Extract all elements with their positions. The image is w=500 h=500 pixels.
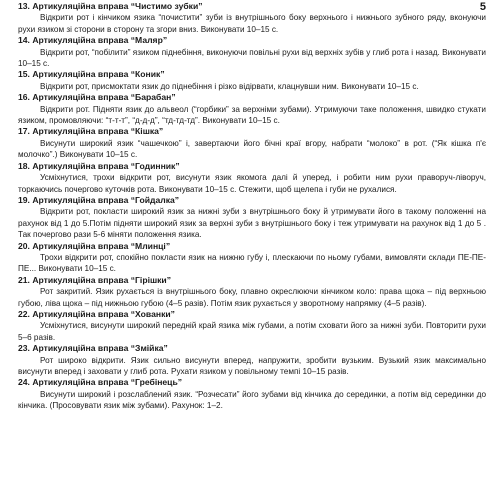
- exercise-23: [18, 343, 486, 377]
- exercise-title: 22. Артикуляційна вправа “Хованки”: [18, 308, 175, 319]
- exercise-text: Відкрити рот, покласти широкий язик за нижні зуби з внутрішнього боку й утримувати його в такому положенні на рахунок від 1 до 5.Потім підняти широкий язик за верхні зуби з внутрішнього боку і теж утримувати на рахунок від 1 до 5 . Так почергово рази 5-6 міняти положення язика.: [18, 207, 486, 240]
- exercise-title: 20. Артикуляційна вправа “Млинці”: [18, 240, 171, 251]
- exercise-text: Рот широко відкрити. Язик сильно висунути вперед, напружити, зробити вузьким. Вузький язик максимально висунути вперед і заховати у глиб рота. Рухати язиком у повільному темпі 10–15 разів.: [18, 355, 486, 376]
- exercise-title: 19. Артикуляційна вправа “Гойдалка”: [18, 194, 180, 205]
- exercise-title: 18. Артикуляційна вправа “Годинник”: [18, 160, 180, 171]
- page-number: 5: [479, 1, 486, 13]
- exercise-list: [18, 1, 486, 412]
- exercise-text: Трохи відкрити рот, спокійно покласти язик на нижню губу і, плескаючи по ньому губами, вимовляти склади ПЕ-ПЕ-ПЕ... Виконувати 10–15 с.: [18, 252, 486, 274]
- exercise-title: 24. Артикуляційна вправа “Гребінець”: [18, 377, 183, 388]
- exercise-20: [18, 241, 486, 275]
- exercise-22: [18, 309, 486, 343]
- exercise-title: 13. Артикуляційна вправа “Чистимо зубки”: [18, 1, 203, 11]
- exercise-text: Відкрити рот. Підняти язик до альвеол (“горбики” за верхніми зубами). Утримуючи таке положення, швидко стукати язиком, промовляючи: “т-т-т”, “д-д-д”, “тд-тд-тд”. Виконувати 10–15 с.: [18, 104, 486, 126]
- exercise-title: 14. Артикуляційна вправа “Маляр”: [18, 35, 168, 46]
- exercise-text: Висунути широкий язик “чашечкою” і, завертаючи його бічні краї вгору, набрати “молоко” в рот. (“Як кішка п'є молочко”.) Виконувати 10–15 с.: [18, 138, 486, 160]
- exercise-text: Усміхнутися, трохи відкрити рот, висунути язик якомога далі й уперед, і робити ним рухи праворуч-ліворуч, торкаючись почергово куточків рота. Виконувати 10–15 с. Стежити, щоб щелепа і губи не рухалися.: [18, 173, 486, 194]
- exercise-text: Висунути широкий і розслаблений язик. “Розчесати” його зубами від кінчика до серединки, а потім від серединки до кінчика. (Просовувати язик між зубами). Рахунок: 1–2.: [18, 389, 486, 411]
- exercise-13: [18, 1, 486, 35]
- exercise-title: 23. Артикуляційна вправа “Змійка”: [18, 343, 168, 354]
- exercise-18: [18, 161, 486, 195]
- exercise-title: 15. Артикуляційна вправа “Коник”: [18, 69, 165, 80]
- exercise-24: [18, 377, 486, 411]
- exercise-text: Відкрити рот, “побілити” язиком піднебіння, виконуючи повільні рухи від верхніх зубів у глиб рота і назад. Виконувати 10–15 с.: [18, 47, 486, 69]
- exercise-text: Рот закритий. Язик рухається із внутрішнього боку, плавно окреслюючи кінчиком коло: права щока – під верхньою губою, ліва щока – під нижньою губою (4–5 разів). Потім язик рухається у зворотному напрямку (4–5 разів).: [18, 287, 486, 308]
- exercise-21: [18, 275, 486, 309]
- exercise-17: [18, 126, 486, 160]
- exercise-title: 16. Артикуляційна вправа “Барабан”: [18, 92, 176, 103]
- exercise-14: [18, 35, 486, 69]
- exercise-16: [18, 92, 486, 126]
- exercise-text: Усміхнутися, висунути широкий передній край язика між губами, а потім сховати його за нижні зуби. Повторити рухи 5–6 разів.: [18, 321, 486, 342]
- exercise-15: [18, 69, 486, 92]
- exercise-text: Відкрити рот і кінчиком язика “почистити” зуби із внутрішнього боку верхнього і нижнього зубного ряду, вконуючи рухи язиком зі сторони в сторону та згори вниз. Виконувати 10–15 с.: [18, 13, 486, 34]
- exercise-19: [18, 195, 486, 241]
- exercise-title: 21. Артикуляційна вправа “Гірішки”: [18, 274, 171, 285]
- exercise-text: Відкрити рот, присмоктати язик до піднебіння і різко відірвати, клацнувши ним. Виконувати 10–15 с.: [40, 81, 419, 91]
- exercise-title: 17. Артикуляційна вправа “Кішка”: [18, 126, 164, 137]
